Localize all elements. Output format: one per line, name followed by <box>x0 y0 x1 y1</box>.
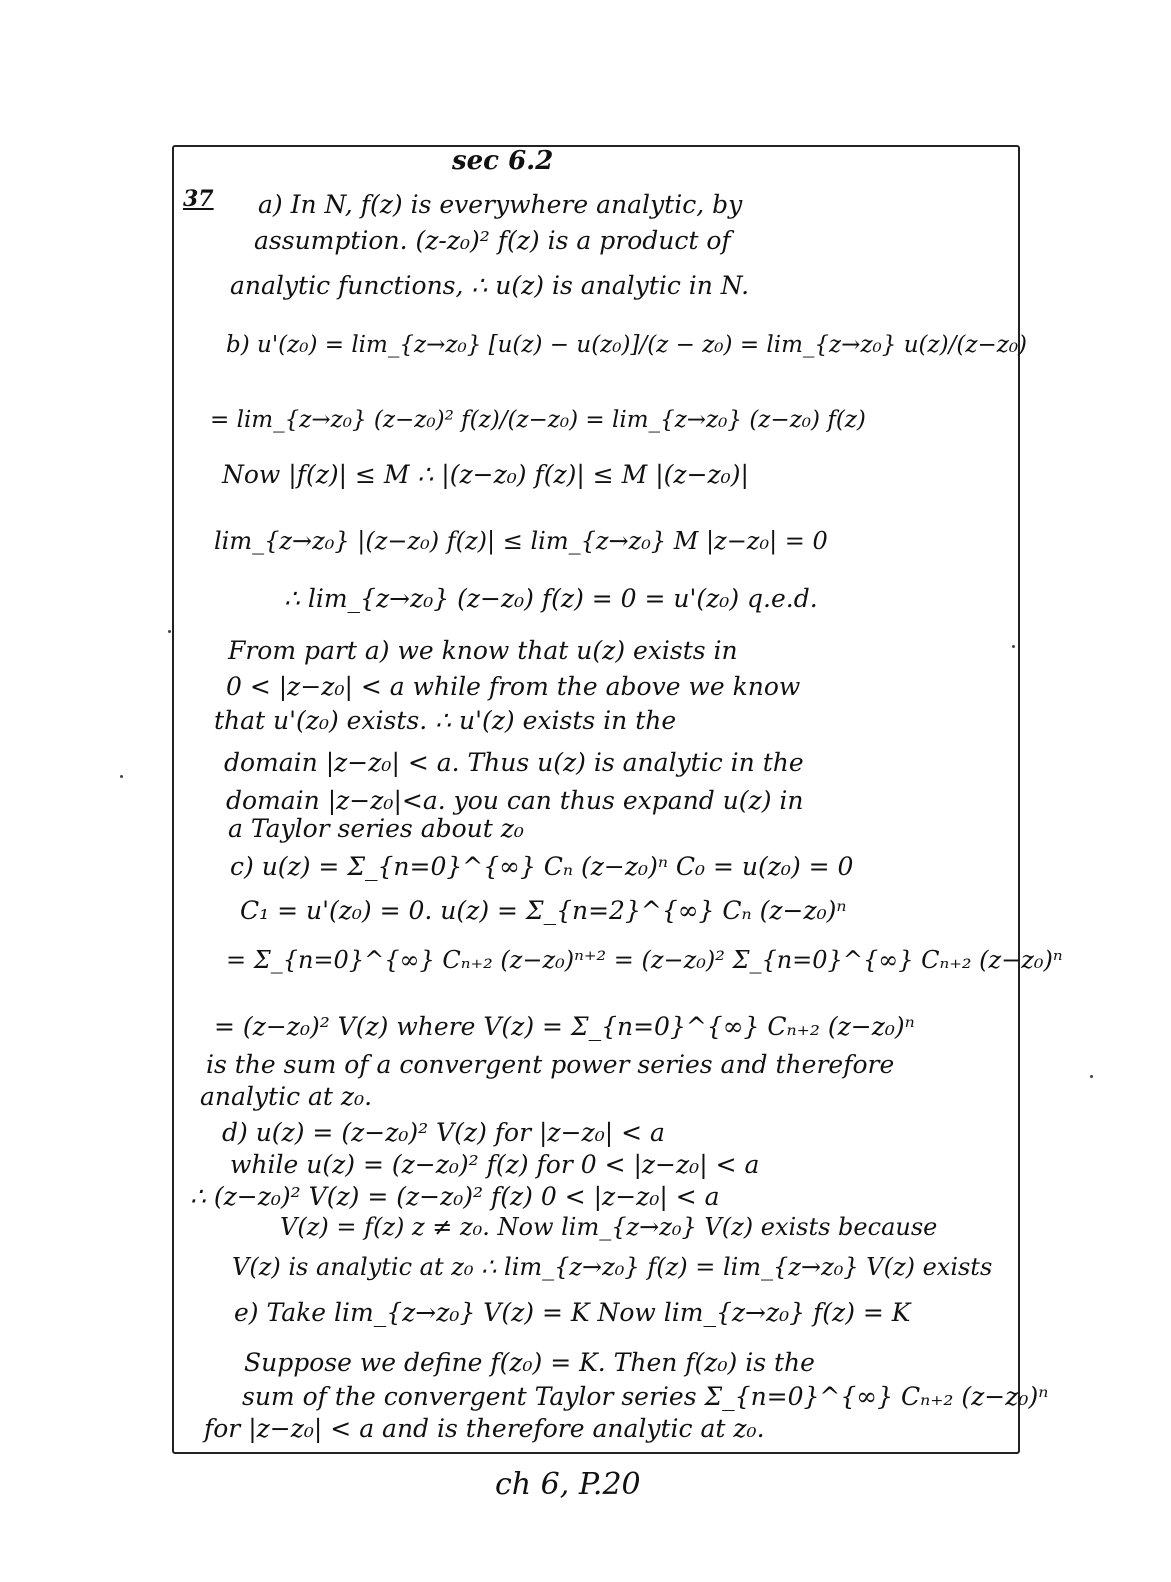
solution-line-22: while u(z) = (z−z₀)² f(z) for 0 < |z−z₀| < a <box>230 1150 760 1179</box>
solution-line-17: = Σ_{n=0}^{∞} Cₙ₊₂ (z−z₀)ⁿ⁺² = (z−z₀)² Σ_{n=0}^{∞} Cₙ₊₂ (z−z₀)ⁿ <box>226 946 1063 974</box>
solution-line-4: b) u'(z₀) = lim_{z→z₀} [u(z) − u(z₀)]/(z − z₀) = lim_{z→z₀} u(z)/(z−z₀) <box>226 332 1028 358</box>
solution-line-23: ∴ (z−z₀)² V(z) = (z−z₀)² f(z) 0 < |z−z₀| < a <box>190 1182 720 1211</box>
section-heading: sec 6.2 <box>452 146 554 176</box>
solution-line-27: Suppose we define f(z₀) = K. Then f(z₀) is the <box>244 1348 815 1377</box>
solution-line-6: Now |f(z)| ≤ M ∴ |(z−z₀) f(z)| ≤ M |(z−z₀)| <box>222 460 749 489</box>
solution-line-3: analytic functions, ∴ u(z) is analytic in N. <box>230 271 750 300</box>
solution-line-10: 0 < |z−z₀| < a while from the above we know <box>226 672 801 701</box>
solution-line-14: a Taylor series about z₀ <box>228 814 524 843</box>
solution-line-2: assumption. (z-z₀)² f(z) is a product of <box>254 226 731 255</box>
scan-speck <box>120 775 123 778</box>
solution-line-1: a) In N, f(z) is everywhere analytic, by <box>258 190 743 219</box>
solution-line-15: c) u(z) = Σ_{n=0}^{∞} Cₙ (z−z₀)ⁿ C₀ = u(z₀) = 0 <box>230 852 854 881</box>
solution-line-16: C₁ = u'(z₀) = 0. u(z) = Σ_{n=2}^{∞} Cₙ (z−z₀)ⁿ <box>240 896 847 925</box>
solution-line-8: ∴ lim_{z→z₀} (z−z₀) f(z) = 0 = u'(z₀) q.e.d. <box>284 584 818 613</box>
solution-line-19: is the sum of a convergent power series and therefore <box>206 1050 895 1079</box>
solution-line-12: domain |z−z₀| < a. Thus u(z) is analytic in the <box>224 748 804 777</box>
solution-line-24: V(z) = f(z) z ≠ z₀. Now lim_{z→z₀} V(z) exists because <box>280 1213 938 1241</box>
solution-line-13: domain |z−z₀|<a. you can thus expand u(z) in <box>226 786 804 815</box>
solution-line-28: sum of the convergent Taylor series Σ_{n=0}^{∞} Cₙ₊₂ (z−z₀)ⁿ <box>242 1382 1049 1411</box>
solution-line-5: = lim_{z→z₀} (z−z₀)² f(z)/(z−z₀) = lim_{z→z₀} (z−z₀) f(z) <box>210 407 866 433</box>
scan-speck <box>168 630 171 633</box>
solution-line-9: From part a) we know that u(z) exists in <box>228 636 738 665</box>
problem-number: 37 <box>183 186 214 212</box>
solution-line-11: that u'(z₀) exists. ∴ u'(z) exists in the <box>214 706 677 735</box>
solution-line-25: V(z) is analytic at z₀ ∴ lim_{z→z₀} f(z) = lim_{z→z₀} V(z) exists <box>232 1253 993 1281</box>
page-footer: ch 6, P.20 <box>495 1467 641 1502</box>
solution-line-29: for |z−z₀| < a and is therefore analytic at z₀. <box>204 1414 765 1443</box>
scan-speck <box>1012 645 1015 648</box>
solution-line-26: e) Take lim_{z→z₀} V(z) = K Now lim_{z→z₀} f(z) = K <box>234 1298 911 1327</box>
scan-speck <box>1090 1075 1093 1078</box>
solution-line-20: analytic at z₀. <box>200 1082 373 1111</box>
solution-line-7: lim_{z→z₀} |(z−z₀) f(z)| ≤ lim_{z→z₀} M |z−z₀| = 0 <box>214 527 828 555</box>
solution-line-18: = (z−z₀)² V(z) where V(z) = Σ_{n=0}^{∞} Cₙ₊₂ (z−z₀)ⁿ <box>214 1012 915 1041</box>
solution-line-21: d) u(z) = (z−z₀)² V(z) for |z−z₀| < a <box>222 1118 665 1147</box>
